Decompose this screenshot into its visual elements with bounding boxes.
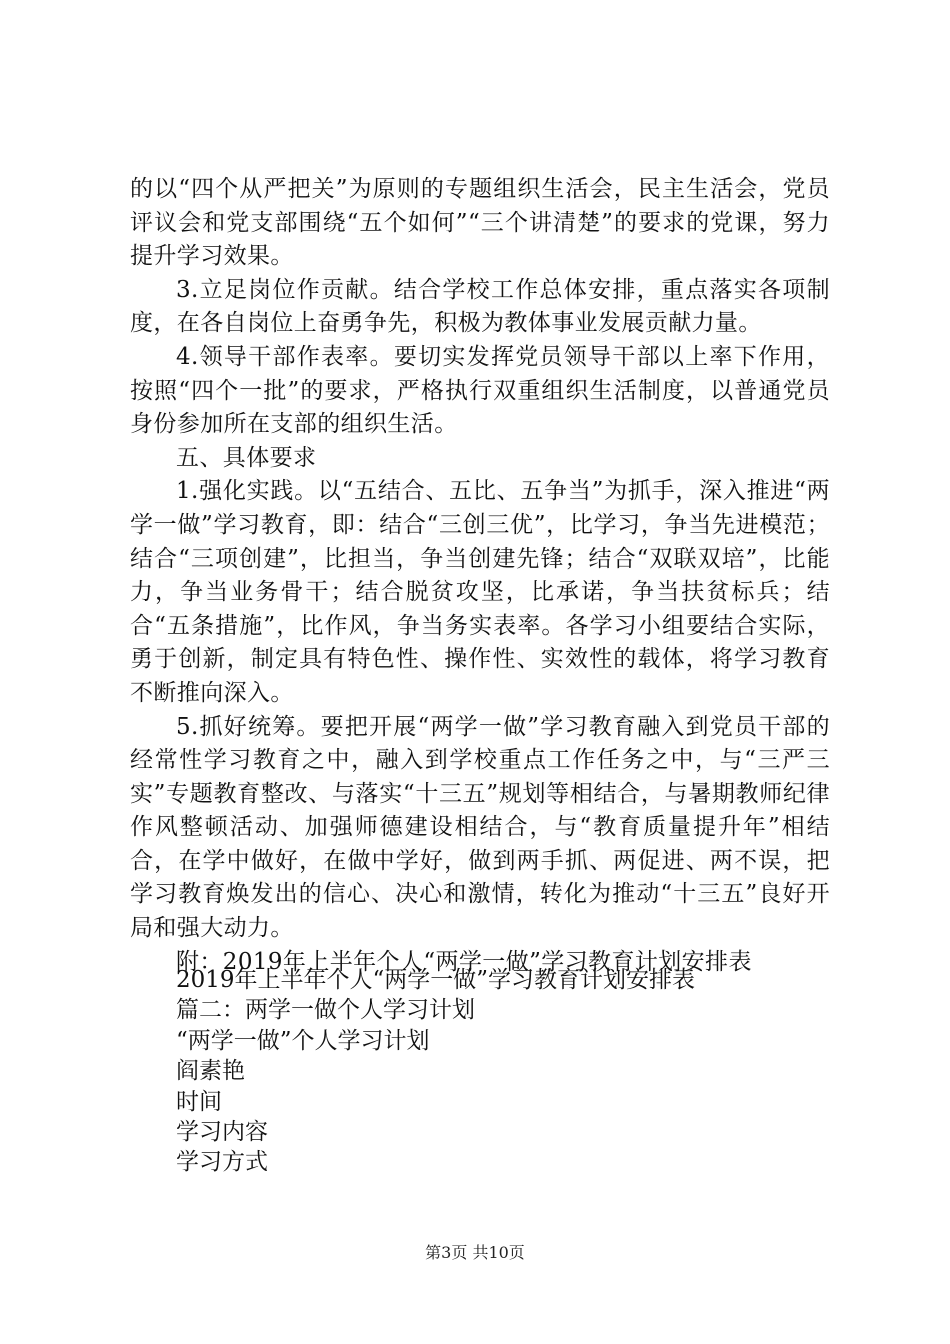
body-paragraph-5: 1.强化实践。以“五结合、五比、五争当”为抓手，深入推进“两学一做”学习教育，即：结合“三创三优”，比学习，争当先进模范；结合“三项创建”，比担当，争当创建先锋；结合“双联双培”，比能力，争当业务骨干；结合脱贫攻坚，比承诺，争当扶贫标兵；结合“五条措施”，比作风，争当务实表率。各学习小组要结合实际，勇于创新，制定具有特色性、操作性、实效性的载体，将学习教育不断推向深入。 xyxy=(130,478,830,706)
body-paragraph-2: 3.立足岗位作贡献。结合学校工作总体安排，重点落实各项制度，在各自岗位上奋勇争先，积极为教体事业发展贡献力量。 xyxy=(130,276,830,337)
table-header-time: 时间 xyxy=(176,1088,222,1115)
article-two-heading: 篇二：两学一做个人学习计划 xyxy=(176,997,475,1024)
table-header-content: 学习内容 xyxy=(176,1119,268,1146)
table-header-method: 学习方式 xyxy=(176,1149,268,1176)
document-body xyxy=(130,173,830,979)
plan-table-title: 2019年上半年个人“两学一做”学习教育计划安排表 xyxy=(176,967,696,993)
plan-title: “两学一做”个人学习计划 xyxy=(176,1027,430,1054)
body-paragraph-1: 的以“四个从严把关”为原则的专题组织生活会，民主生活会，党员评议会和党支部围绕“五个如何”“三个讲清楚”的要求的党课，努力提升学习效果。 xyxy=(130,176,830,270)
body-paragraph-3: 4.领导干部作表率。要切实发挥党员领导干部以上率下作用，按照“四个一批”的要求，严格执行双重组织生活制度，以普通党员身份参加所在支部的组织生活。 xyxy=(130,343,830,438)
appendix-note: 附：2019年上半年个人“两学一做”学习教育计划安排表 xyxy=(176,948,752,975)
plan-section xyxy=(176,965,836,1178)
author-name: 阎素艳 xyxy=(176,1058,245,1085)
section-heading-specific-requirements: 五、具体要求 xyxy=(176,444,317,471)
page-footer: 第3页 共10页 xyxy=(425,1243,525,1262)
body-paragraph-6: 5.抓好统筹。要把开展“两学一做”学习教育融入到党员干部的经常性学习教育之中，融入到学校重点工作任务之中，与“三严三实”专题教育整改、与落实“十三五”规划等相结合，与暑期教师纪律作风整顿活动、加强师德建设相结合，与“教育质量提升年”相结合，在学中做好，在做中学好，做到两手抓、两促进、两不误，把学习教育焕发出的信心、决心和激情，转化为推动“十三五”良好开局和强大动力。 xyxy=(130,713,830,942)
